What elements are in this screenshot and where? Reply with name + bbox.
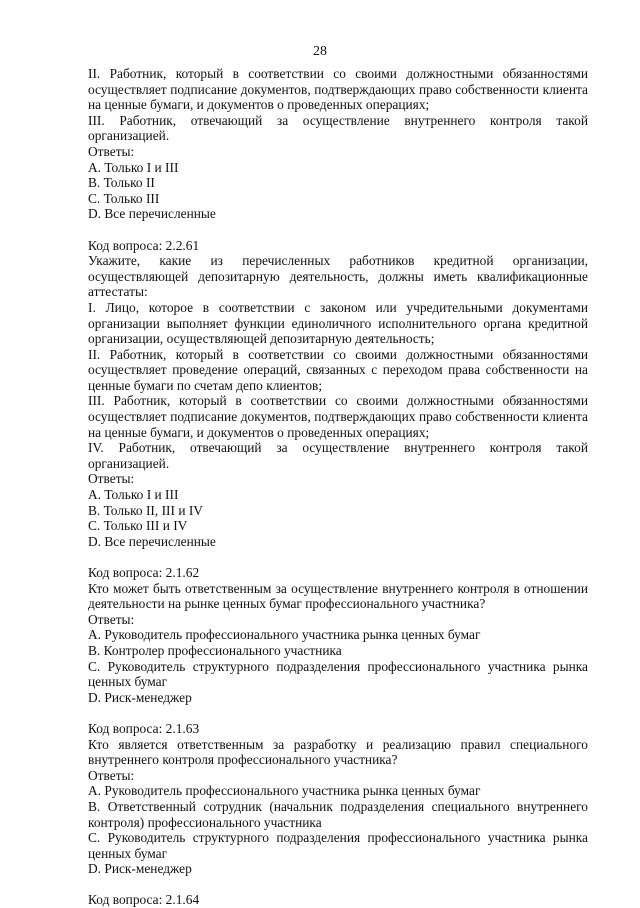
answer-option: A. Только I и III (88, 159, 179, 175)
question-text: Укажите, какие из перечисленных работников кредитной организации, осуществляющей депозитарную деятельность, должны иметь квалификационные аттестаты: (88, 253, 588, 300)
answers-label: Ответы: (88, 611, 135, 627)
page-number: 28 (313, 44, 327, 59)
answer-option: B. Ответственный сотрудник (начальник подразделения специального внутреннего контроля) профессионального участника (88, 798, 588, 830)
answer-option: D. Риск-менеджер (88, 861, 192, 877)
question-text: Кто является ответственным за разработку и реализацию правил специального внутреннего контроля профессионального участника? (88, 736, 588, 768)
answer-option: C. Руководитель структурного подразделения профессионального участника рынка ценных бумаг (88, 830, 588, 861)
item-text: III. Работник, который в соответствии со своими должностными обязанностями осуществляет подписание документов, подтверждающих право собственности клиента на ценные бумаги, и документов о проведенных операциях; (88, 393, 588, 440)
item-text: II. Работник, который в соответствии со своими должностными обязанностями осуществляет проведение операций, связанных с переходом права собственности на ценные бумаги по счетам депо клиентов; (88, 346, 588, 393)
answer-option: D. Все перечисленные (88, 206, 216, 222)
item-text: III. Работник, отвечающий за осуществление внутреннего контроля такой организацией. (88, 112, 588, 144)
answer-option: A. Руководитель профессионального участника рынка ценных бумаг (88, 627, 481, 643)
answer-option: C. Только III (88, 190, 160, 206)
answer-option: A. Руководитель профессионального участника рынка ценных бумаг (88, 783, 481, 799)
document-body (88, 66, 588, 908)
item-text: I. Лицо, которое в соответствии с законом или учредительными документами организации выполняет функции единоличного исполнительного органа кредитной организации, осуществляющей депозитарную деятельность; (88, 299, 588, 347)
question-text: Кто может быть ответственным за осуществление внутреннего контроля в отношении деятельности на рынке ценных бумаг профессионального участника? (88, 580, 588, 612)
answer-option: B. Контролер профессионального участника (88, 642, 342, 658)
item-text: IV. Работник, отвечающий за осуществление внутреннего контроля такой организацией. (88, 440, 588, 471)
answer-option: B. Только II, III и IV (88, 502, 203, 518)
answers-label: Ответы: (88, 767, 135, 783)
question-code: Код вопроса: 2.2.61 (88, 237, 200, 253)
question-code: Код вопроса: 2.1.64 (88, 892, 200, 908)
question-code: Код вопроса: 2.1.62 (88, 565, 200, 580)
answer-option: C. Только III и IV (88, 518, 188, 534)
answer-option: D. Риск-менеджер (88, 689, 192, 705)
question-code: Код вопроса: 2.1.63 (88, 720, 200, 736)
answer-option: A. Только I и III (88, 487, 179, 503)
answer-option: D. Все перечисленные (88, 533, 216, 549)
answer-option: C. Руководитель структурного подразделения профессионального участника рынка ценных бумаг (88, 658, 588, 690)
answer-option: B. Только II (88, 175, 155, 191)
answers-label: Ответы: (88, 471, 135, 487)
item-text: II. Работник, который в соответствии со своими должностными обязанностями осуществляет подписание документов, подтверждающих право собственности клиента на ценные бумаги, и документов о проведенных операциях; (88, 66, 588, 113)
answers-label: Ответы: (88, 143, 135, 159)
